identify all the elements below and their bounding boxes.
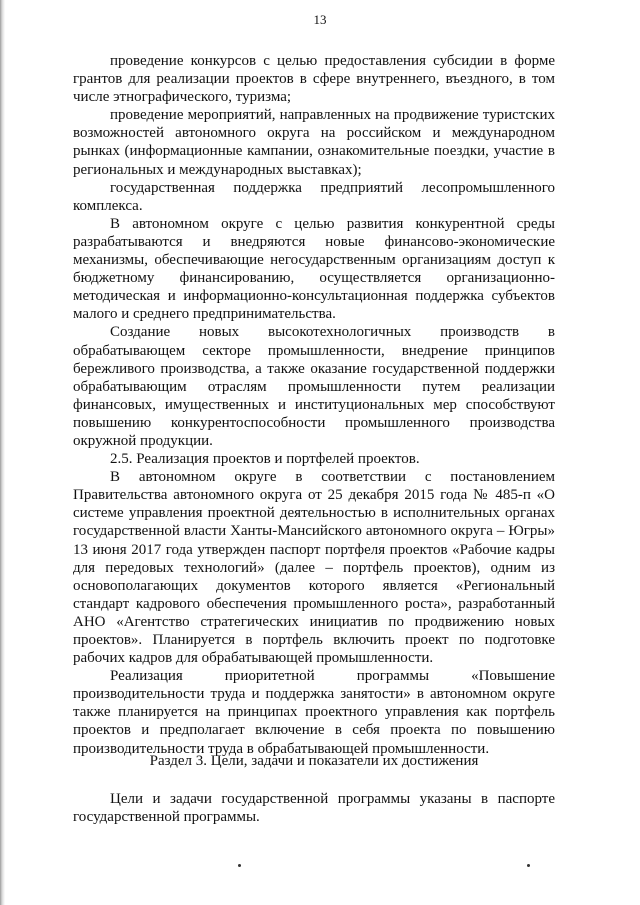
body-text: [73, 52, 555, 758]
paragraph-timber-industry: государственная поддержка предприятий лесопромышленного комплекса.: [73, 179, 555, 214]
paragraph-project-portfolio: В автономном округе в соответствии с постановлением Правительства автономного округа от 25 декабря 2015 года № 485-п «О системе управления проектной деятельностью в исполнительных органах государственной власти Ханты-Мансийского автономного округа – Югры» 13 июня 2017 года утвержден паспорт портфеля проектов «Рабочие кадры для передовых технологий» (далее – портфель проектов), одним из основополагающих документов которого является «Региональный стандарт кадрового обеспечения промышленного роста», разработанный АНО «Агентство стратегических инициатив по продвижению новых проектов». Планируется в портфель включить проект по подготовке рабочих кадров для обрабатывающей промышленности.: [73, 469, 555, 667]
paragraph-priority-program: Реализация приоритетной программы «Повышение производительности труда и поддержка занятости» в автономном округе также планируется на принципах проектного управления как портфель проектов и предполагает включение в себя проекта по повышению производительности труда в обрабатывающей промышленности.: [73, 668, 555, 757]
goals-section: [73, 790, 555, 826]
scan-speck: [238, 864, 241, 867]
section-heading: Раздел 3. Цели, задачи и показатели их достижения: [149, 753, 479, 769]
paragraph-tourism-promotion: проведение мероприятий, направленных на продвижение туристских возможностей автономного округа на российском и международном рынках (информационные кампании, ознакомительные поездки, участие в региональных и международных выставках);: [73, 107, 555, 178]
paragraph-high-tech-production: Создание новых высокотехнологичных производств в обрабатывающем секторе промышленности, внедрение принципов бережливого производства, а также оказание государственной поддержки обрабатывающим отраслям промышленности путем реализации финансовых, имущественных и институциональных мер способствуют повышению конкурентоспособности промышленного производства окружной продукции.: [73, 324, 555, 449]
subsection-heading-projects: 2.5. Реализация проектов и портфелей проектов.: [110, 451, 420, 468]
paragraph-goals: Цели и задачи государственной программы указаны в паспорте государственной программы.: [73, 791, 555, 826]
scan-edge-shadow: [0, 0, 5, 905]
scan-speck: [527, 864, 530, 867]
page-number: 13: [313, 12, 327, 27]
paragraph-competitive-environment: В автономном округе с целью развития конкурентной среды разрабатываются и внедряются новые финансово-экономические механизмы, обеспечивающие негосударственным организациям доступ к бюджетному финансированию, осуществляется организационно-методическая и информационно-консультационная поддержка субъектов малого и среднего предпринимательства.: [73, 215, 555, 323]
paragraph-competitions: проведение конкурсов с целью предоставления субсидии в форме грантов для реализации проектов в сфере внутреннего, въездного, в том числе этнографического, туризма;: [73, 53, 555, 106]
